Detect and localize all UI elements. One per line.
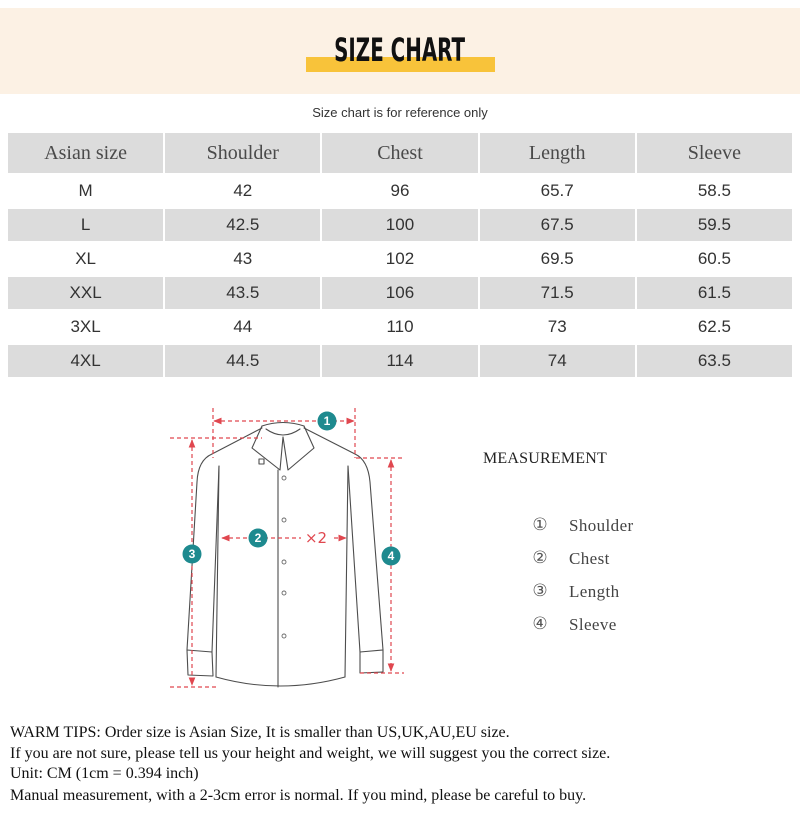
cell-sleeve: 60.5 <box>637 243 792 275</box>
shirt-outline <box>187 423 383 688</box>
measurement-item-length <box>528 575 728 608</box>
cuff-left <box>187 650 213 676</box>
cell-length: 67.5 <box>480 209 635 241</box>
measurement-item-chest <box>528 542 728 575</box>
cell-size: XL <box>8 243 163 275</box>
shirt-button <box>282 560 286 564</box>
neckline <box>266 429 300 435</box>
cell-sleeve: 61.5 <box>637 277 792 309</box>
cell-shoulder: 44.5 <box>165 345 320 377</box>
cell-chest: 114 <box>322 345 477 377</box>
header-shoulder: Shoulder <box>165 133 320 173</box>
cell-sleeve: 62.5 <box>637 311 792 343</box>
cell-length: 69.5 <box>480 243 635 275</box>
sleeve-right-outer <box>355 454 383 650</box>
cuff-right <box>360 650 383 673</box>
cell-size: L <box>8 209 163 241</box>
chest-badge-number: 2 <box>254 531 262 545</box>
cell-size: M <box>8 175 163 207</box>
measurement-item-sleeve <box>528 608 728 641</box>
cell-length: 65.7 <box>480 175 635 207</box>
cell-length: 71.5 <box>480 277 635 309</box>
unit-note-line: Unit: CM (1cm = 0.394 inch) <box>10 765 199 782</box>
measurement-heading: MEASUREMENT <box>483 450 607 467</box>
header-asian-size: Asian size <box>8 133 163 173</box>
measurement-error-line: Manual measurement, with a 2-3cm error is normal. If you mind, please be careful to buy. <box>10 787 587 804</box>
reference-note: Size chart is for reference only <box>312 105 488 120</box>
cell-size: 3XL <box>8 311 163 343</box>
shirt-button <box>282 518 286 522</box>
cell-chest: 106 <box>322 277 477 309</box>
header-chest: Chest <box>322 133 477 173</box>
cell-chest: 110 <box>322 311 477 343</box>
measurement-label: Length <box>569 582 620 601</box>
cell-size: XXL <box>8 277 163 309</box>
collar-right <box>283 426 314 470</box>
warm-tips-line: WARM TIPS: Order size is Asian Size, It is smaller than US,UK,AU,EU size. <box>10 724 510 741</box>
sleeve-right-inner <box>348 466 360 652</box>
measurement-item-shoulder <box>528 509 728 542</box>
measurement-label: Shoulder <box>569 516 634 535</box>
shirt-buttons <box>282 476 286 638</box>
measurement-label: Sleeve <box>569 615 617 634</box>
cell-sleeve: 63.5 <box>637 345 792 377</box>
cell-length: 73 <box>480 311 635 343</box>
cell-sleeve: 59.5 <box>637 209 792 241</box>
cell-shoulder: 44 <box>165 311 320 343</box>
cell-size: 4XL <box>8 345 163 377</box>
cell-shoulder: 43.5 <box>165 277 320 309</box>
shirt-button <box>282 634 286 638</box>
shoulder-measure <box>213 408 355 458</box>
body-right-side <box>345 466 348 677</box>
shirt-diagram <box>160 398 420 698</box>
measurement-label: Chest <box>569 549 610 568</box>
cell-shoulder: 43 <box>165 243 320 275</box>
collar-band <box>262 423 304 427</box>
cell-chest: 96 <box>322 175 477 207</box>
circled-number-4: ④ <box>532 614 548 634</box>
shirt-hem <box>216 677 345 686</box>
sleeve-badge-number: 4 <box>387 549 395 563</box>
length-badge-number: 3 <box>188 547 196 561</box>
chest-measure <box>222 529 346 548</box>
title-banner <box>0 8 800 94</box>
cell-length: 74 <box>480 345 635 377</box>
collar-left <box>252 426 283 470</box>
cell-chest: 100 <box>322 209 477 241</box>
circled-number-1: ① <box>532 515 548 535</box>
header-sleeve: Sleeve <box>637 133 792 173</box>
chest-multiplier: ×2 <box>304 529 328 547</box>
circled-number-3: ③ <box>532 581 548 601</box>
cell-chest: 102 <box>322 243 477 275</box>
collar-button-left <box>259 459 264 464</box>
cell-shoulder: 42 <box>165 175 320 207</box>
shirt-button <box>282 476 286 480</box>
page-title <box>0 32 800 68</box>
sleeve-measure <box>356 458 404 673</box>
header-length: Length <box>480 133 635 173</box>
size-table <box>8 133 792 377</box>
cell-sleeve: 58.5 <box>637 175 792 207</box>
size-advice-line: If you are not sure, please tell us your height and weight, we will suggest you the correct size. <box>10 745 611 762</box>
circled-number-2: ② <box>532 548 548 568</box>
cell-shoulder: 42.5 <box>165 209 320 241</box>
shoulder-badge-number: 1 <box>323 414 331 428</box>
shirt-button <box>282 591 286 595</box>
page-title-text: SIZE CHART <box>334 31 466 69</box>
measurement-list <box>528 509 728 641</box>
